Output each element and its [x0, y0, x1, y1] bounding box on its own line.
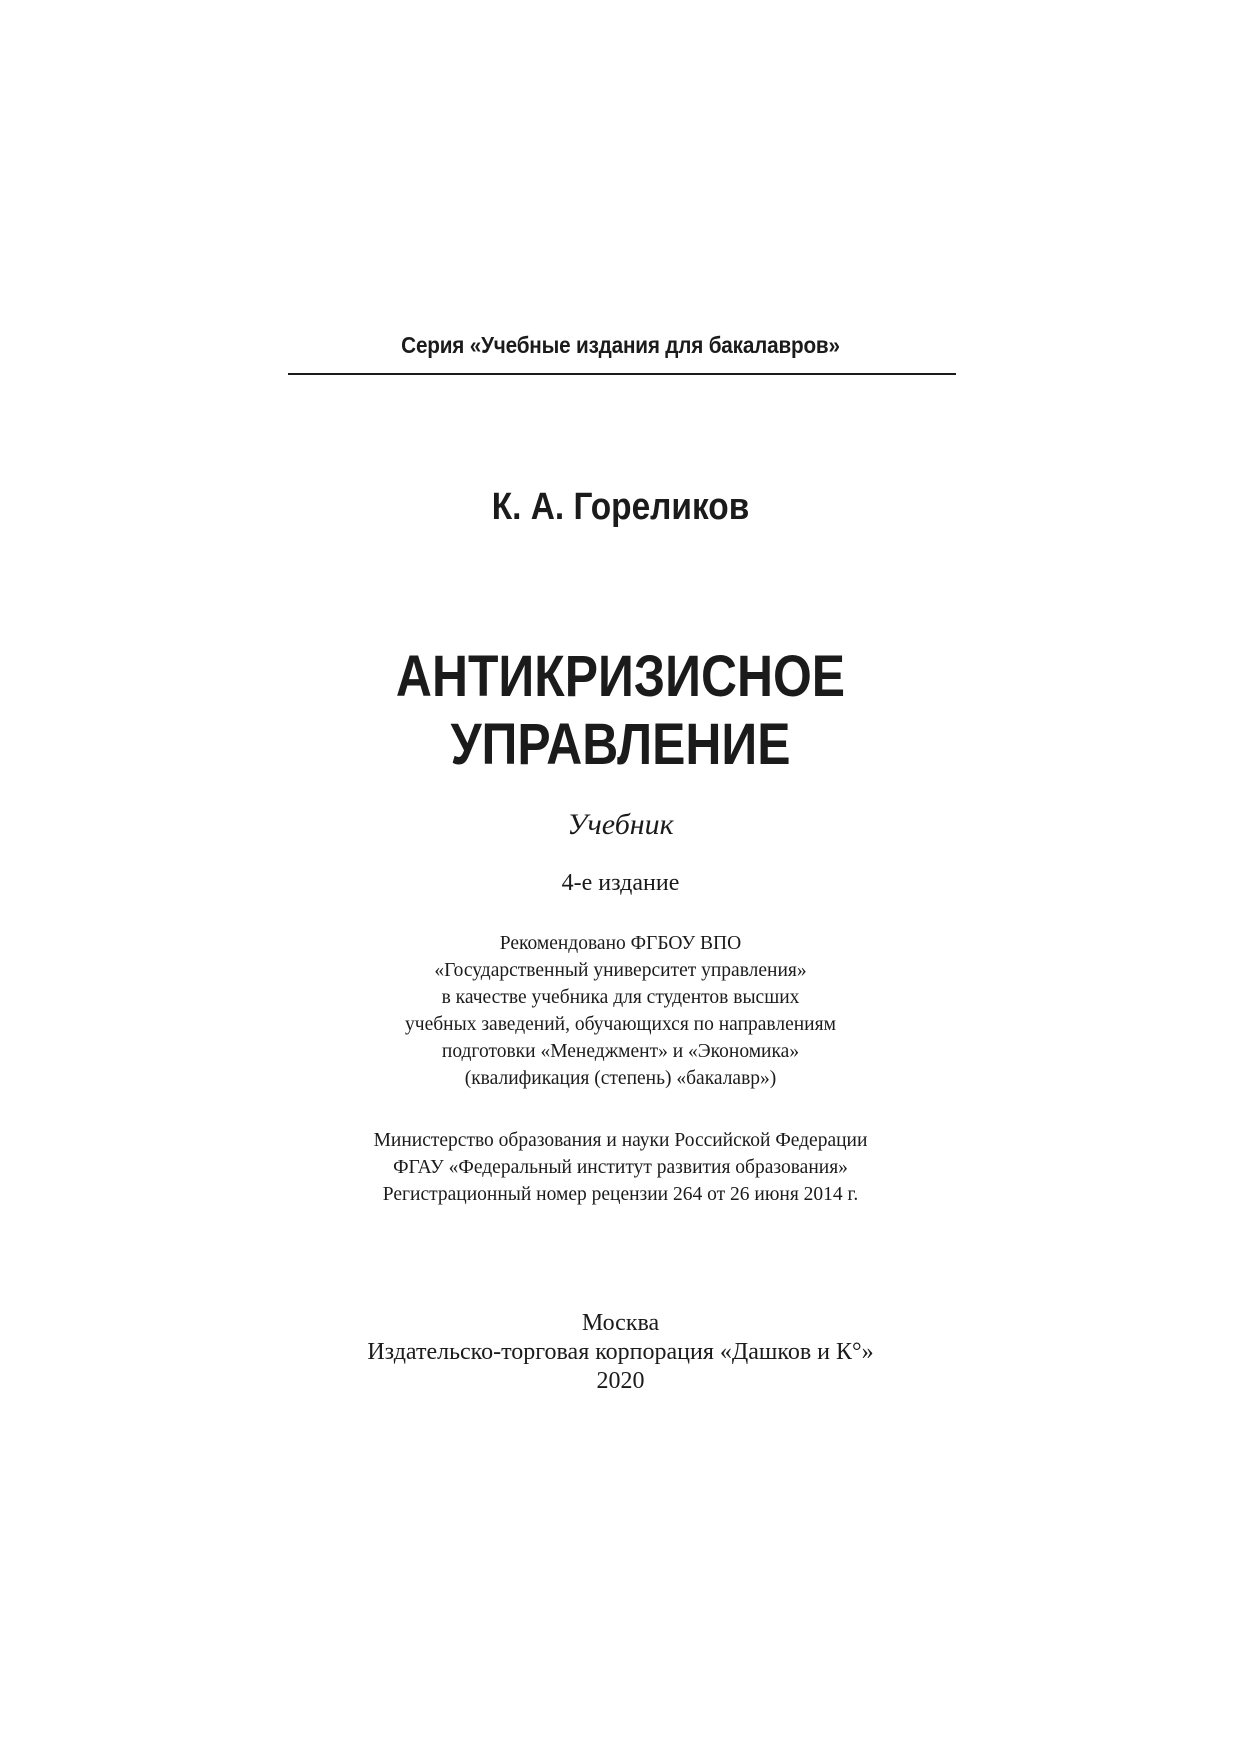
imprint-city: Москва	[581, 1310, 660, 1336]
author-name: К. А. Гореликов	[491, 486, 750, 528]
book-title-line: АНТИКРИЗИСНОЕ	[395, 644, 846, 709]
ministry-block	[0, 1127, 1241, 1208]
recommendation-line: Рекомендовано ФГБОУ ВПО	[499, 933, 742, 954]
ministry-line: Регистрационный номер рецензии 264 от 26 июня 2014 г.	[382, 1184, 859, 1205]
recommendation-line: подготовки «Менеджмент» и «Экономика»	[441, 1041, 800, 1062]
imprint-publisher: Издательско-торговая корпорация «Дашков и К°»	[367, 1339, 874, 1365]
recommendation-line: учебных заведений, обучающихся по направлениям	[405, 1014, 836, 1035]
recommendation-line: в качестве учебника для студентов высших	[441, 987, 800, 1008]
book-genre: Учебник	[567, 808, 674, 841]
ministry-line: Министерство образования и науки Российской Федерации	[373, 1130, 868, 1151]
book-title-line: УПРАВЛЕНИЕ	[450, 712, 791, 777]
ministry-line: ФГАУ «Федеральный институт развития образования»	[393, 1157, 848, 1178]
series-line: Серия «Учебные издания для бакалавров»	[401, 332, 840, 358]
book-title	[87, 643, 1154, 779]
series-divider	[288, 373, 956, 375]
edition-label: 4-е издание	[561, 870, 680, 896]
imprint-year: 2020	[596, 1368, 645, 1394]
recommendation-line: «Государственный университет управления»	[434, 960, 807, 981]
recommendation-line: (квалификация (степень) «бакалавр»)	[464, 1068, 777, 1089]
imprint-block	[0, 1309, 1241, 1396]
recommendation-block	[0, 930, 1241, 1092]
